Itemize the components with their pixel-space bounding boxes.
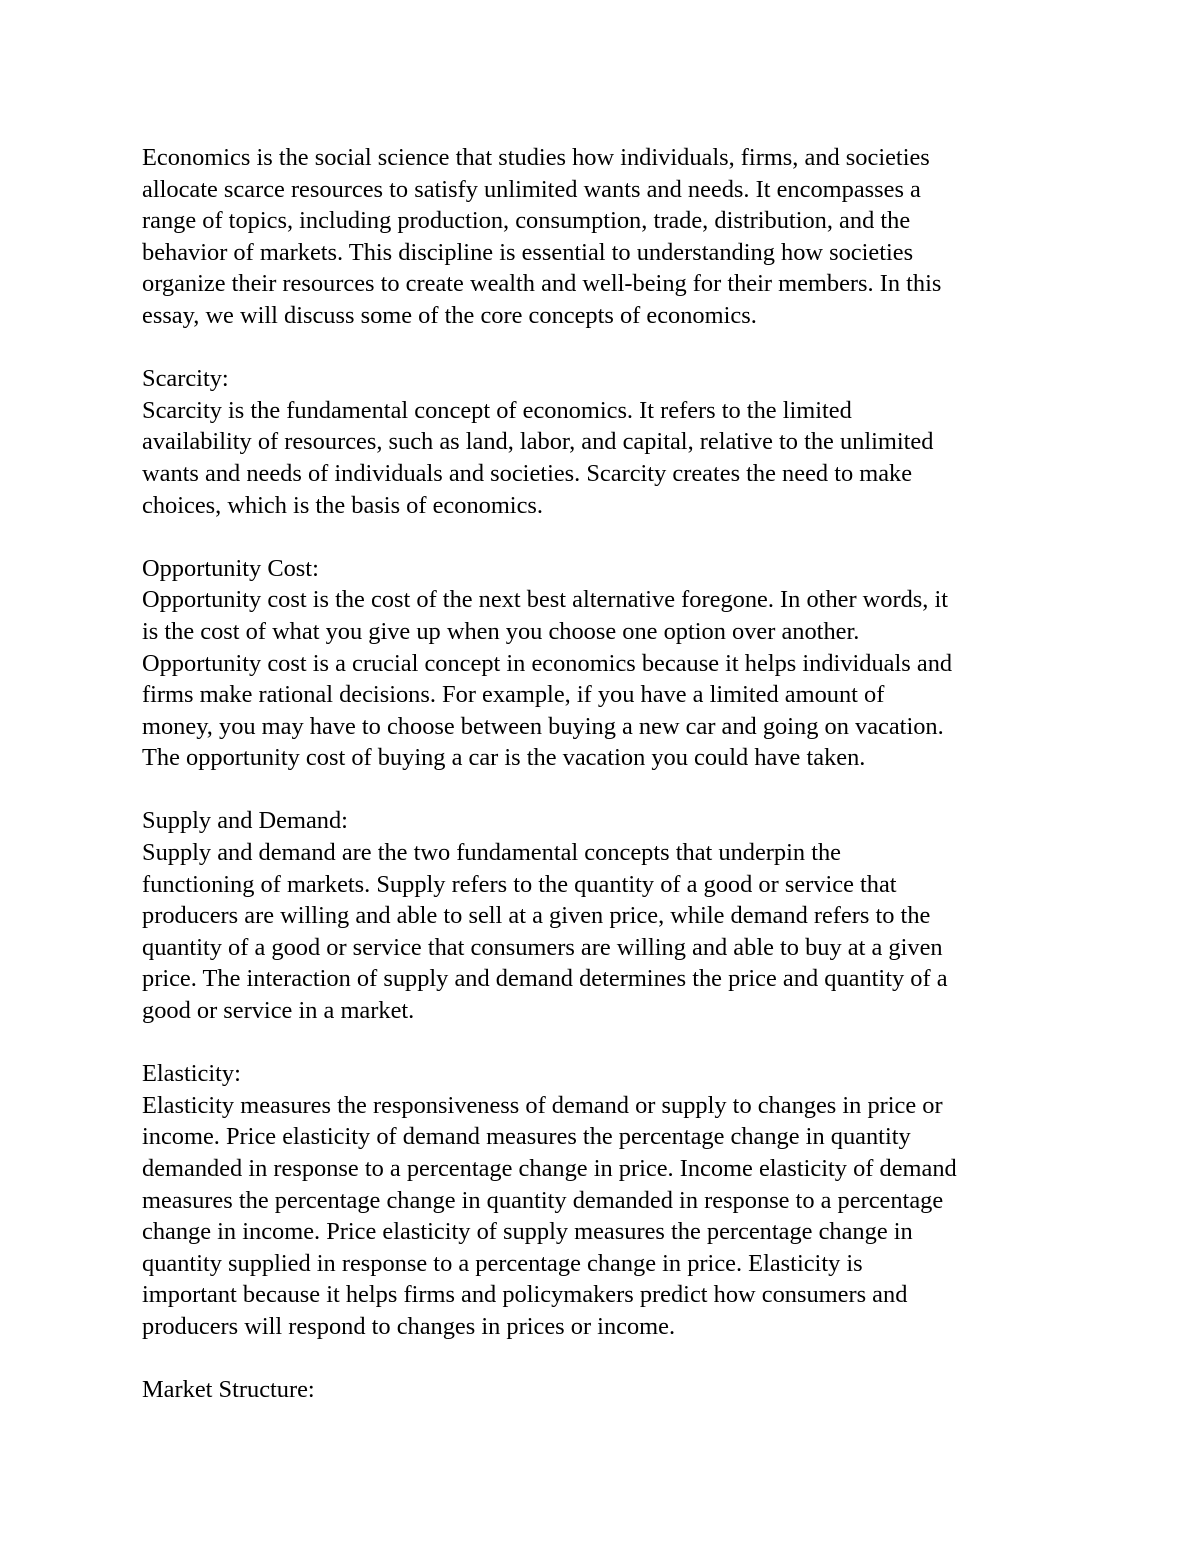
section-heading: Opportunity Cost: bbox=[142, 554, 319, 582]
intro-line: essay, we will discuss some of the core concepts of economics. bbox=[142, 301, 757, 329]
intro-line: behavior of markets. This discipline is essential to understanding how societies bbox=[142, 238, 914, 266]
section-line: The opportunity cost of buying a car is the vacation you could have taken. bbox=[142, 744, 866, 772]
section-line: Supply and demand are the two fundamental concepts that underpin the bbox=[142, 839, 841, 867]
section-heading: Market Structure: bbox=[142, 1376, 315, 1404]
section-line: availability of resources, such as land, labor, and capital, relative to the unlimited bbox=[142, 428, 934, 456]
intro-line: organize their resources to create wealth and well-being for their members. In this bbox=[142, 270, 942, 298]
section-line: important because it helps firms and policymakers predict how consumers and bbox=[142, 1281, 908, 1309]
section-line: good or service in a market. bbox=[142, 997, 415, 1025]
section-supply-and-demand bbox=[142, 805, 1067, 1026]
section-line: firms make rational decisions. For example, if you have a limited amount of bbox=[142, 681, 885, 709]
intro-paragraph bbox=[142, 142, 1067, 332]
section-line: Scarcity is the fundamental concept of economics. It refers to the limited bbox=[142, 396, 852, 424]
section-elasticity bbox=[142, 1058, 1067, 1342]
section-line: measures the percentage change in quantity demanded in response to a percentage bbox=[142, 1186, 944, 1214]
intro-line: range of topics, including production, consumption, trade, distribution, and the bbox=[142, 207, 911, 235]
section-line: quantity of a good or service that consumers are willing and able to buy at a given bbox=[142, 933, 943, 961]
section-heading: Elasticity: bbox=[142, 1060, 241, 1088]
section-line: price. The interaction of supply and demand determines the price and quantity of a bbox=[142, 965, 948, 993]
section-line: demanded in response to a percentage change in price. Income elasticity of demand bbox=[142, 1155, 957, 1182]
section-market-structure bbox=[142, 1374, 1067, 1406]
section-heading: Supply and Demand: bbox=[142, 807, 348, 835]
section-line: choices, which is the basis of economics. bbox=[142, 491, 543, 519]
section-line: income. Price elasticity of demand measures the percentage change in quantity bbox=[142, 1123, 911, 1151]
section-line: producers will respond to changes in prices or income. bbox=[142, 1312, 676, 1340]
section-line: money, you may have to choose between buying a new car and going on vacation. bbox=[142, 712, 944, 740]
section-line: Opportunity cost is the cost of the next best alternative foregone. In other words, it bbox=[142, 586, 949, 614]
section-line: Opportunity cost is a crucial concept in economics because it helps individuals and bbox=[142, 649, 953, 677]
section-line: functioning of markets. Supply refers to the quantity of a good or service that bbox=[142, 870, 897, 898]
section-line: is the cost of what you give up when you choose one option over another. bbox=[142, 617, 860, 645]
section-line: Elasticity measures the responsiveness of demand or supply to changes in price or bbox=[142, 1091, 943, 1119]
section-scarcity bbox=[142, 363, 1067, 521]
intro-line: Economics is the social science that studies how individuals, firms, and societies bbox=[142, 144, 930, 171]
section-line: quantity supplied in response to a percentage change in price. Elasticity is bbox=[142, 1249, 863, 1277]
section-line: wants and needs of individuals and societies. Scarcity creates the need to make bbox=[142, 459, 913, 487]
section-opportunity-cost bbox=[142, 553, 1067, 774]
section-line: producers are willing and able to sell at a given price, while demand refers to the bbox=[142, 902, 931, 930]
document-page bbox=[142, 142, 1067, 1437]
section-line: change in income. Price elasticity of supply measures the percentage change in bbox=[142, 1218, 913, 1246]
intro-line: allocate scarce resources to satisfy unlimited wants and needs. It encompasses a bbox=[142, 175, 921, 203]
section-heading: Scarcity: bbox=[142, 365, 229, 393]
